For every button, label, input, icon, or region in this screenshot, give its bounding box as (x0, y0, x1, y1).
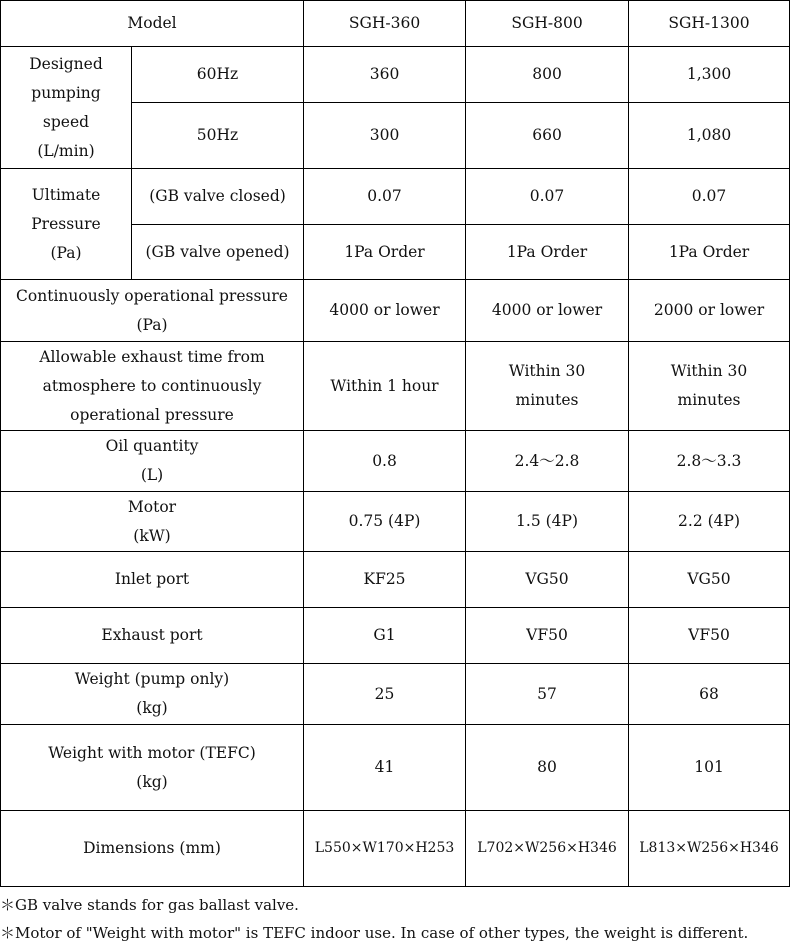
exhaust-time-sgh-800: Within 30 minutes (466, 342, 629, 431)
weight-pump-sgh-360: 25 (304, 664, 466, 725)
oil-quantity-row (1, 431, 790, 492)
weight-pump-sgh-800: 57 (466, 664, 629, 725)
model-sgh-1300: SGH-1300 (629, 1, 790, 47)
pumping-speed-50hz-label: 50Hz (132, 103, 304, 169)
header-row (1, 1, 790, 47)
motor-sgh-1300: 2.2 (4P) (629, 492, 790, 552)
dimensions-sgh-1300: L813×W256×H346 (629, 811, 790, 887)
weight-pump-row (1, 664, 790, 725)
operational-pressure-sgh-800: 4000 or lower (466, 280, 629, 342)
exhaust-time-row (1, 342, 790, 431)
exhaust-time-label: Allowable exhaust time from atmosphere to continuously operational pressure (1, 342, 304, 431)
pumping-speed-50hz-sgh-1300: 1,080 (629, 103, 790, 169)
ultimate-closed-sgh-800: 0.07 (466, 169, 629, 225)
gb-valve-closed-label: (GB valve closed) (132, 169, 304, 225)
exhaust-port-sgh-1300: VF50 (629, 608, 790, 664)
dimensions-sgh-800: L702×W256×H346 (466, 811, 629, 887)
pumping-speed-50hz-sgh-800: 660 (466, 103, 629, 169)
ultimate-pressure-label: Ultimate Pressure (Pa) (1, 169, 132, 280)
ultimate-opened-sgh-800: 1Pa Order (466, 225, 629, 280)
dimensions-label: Dimensions (mm) (1, 811, 304, 887)
ultimate-closed-sgh-1300: 0.07 (629, 169, 790, 225)
oil-quantity-sgh-1300: 2.8〜3.3 (629, 431, 790, 492)
inlet-port-row (1, 552, 790, 608)
ultimate-opened-sgh-360: 1Pa Order (304, 225, 466, 280)
footnote-gb-valve: ＊GB valve stands for gas ballast valve. (0, 896, 299, 914)
weight-motor-sgh-1300: 101 (629, 725, 790, 811)
inlet-port-sgh-360: KF25 (304, 552, 466, 608)
pumping-speed-60hz-row (1, 47, 790, 103)
weight-motor-sgh-800: 80 (466, 725, 629, 811)
model-sgh-360: SGH-360 (304, 1, 466, 47)
weight-motor-sgh-360: 41 (304, 725, 466, 811)
inlet-port-sgh-800: VG50 (466, 552, 629, 608)
motor-label: Motor (kW) (1, 492, 304, 552)
pumping-speed-60hz-sgh-1300: 1,300 (629, 47, 790, 103)
weight-motor-label: Weight with motor (TEFC) (kg) (1, 725, 304, 811)
model-sgh-800: SGH-800 (466, 1, 629, 47)
weight-pump-label: Weight (pump only) (kg) (1, 664, 304, 725)
operational-pressure-sgh-1300: 2000 or lower (629, 280, 790, 342)
exhaust-time-sgh-360: Within 1 hour (304, 342, 466, 431)
weight-motor-row (1, 725, 790, 811)
motor-row (1, 492, 790, 552)
footnote-motor-weight: ＊Motor of "Weight with motor" is TEFC indoor use. In case of other types, the weight is different. (0, 924, 749, 942)
footnotes (0, 891, 792, 947)
inlet-port-sgh-1300: VG50 (629, 552, 790, 608)
exhaust-port-row (1, 608, 790, 664)
operational-pressure-sgh-360: 4000 or lower (304, 280, 466, 342)
exhaust-port-sgh-800: VF50 (466, 608, 629, 664)
operational-pressure-row (1, 280, 790, 342)
ultimate-opened-sgh-1300: 1Pa Order (629, 225, 790, 280)
oil-quantity-sgh-800: 2.4〜2.8 (466, 431, 629, 492)
pumping-speed-50hz-sgh-360: 300 (304, 103, 466, 169)
pumping-speed-label: Designed pumping speed (L/min) (1, 47, 132, 169)
gb-valve-opened-label: (GB valve opened) (132, 225, 304, 280)
motor-sgh-800: 1.5 (4P) (466, 492, 629, 552)
dimensions-row (1, 811, 790, 887)
ultimate-closed-sgh-360: 0.07 (304, 169, 466, 225)
ultimate-pressure-closed-row (1, 169, 790, 225)
operational-pressure-label: Continuously operational pressure (Pa) (1, 280, 304, 342)
oil-quantity-label: Oil quantity (L) (1, 431, 304, 492)
model-header: Model (1, 1, 304, 47)
exhaust-time-sgh-1300: Within 30 minutes (629, 342, 790, 431)
pumping-speed-60hz-label: 60Hz (132, 47, 304, 103)
motor-sgh-360: 0.75 (4P) (304, 492, 466, 552)
inlet-port-label: Inlet port (1, 552, 304, 608)
exhaust-port-sgh-360: G1 (304, 608, 466, 664)
pumping-speed-60hz-sgh-360: 360 (304, 47, 466, 103)
oil-quantity-sgh-360: 0.8 (304, 431, 466, 492)
exhaust-port-label: Exhaust port (1, 608, 304, 664)
pumping-speed-60hz-sgh-800: 800 (466, 47, 629, 103)
dimensions-sgh-360: L550×W170×H253 (304, 811, 466, 887)
weight-pump-sgh-1300: 68 (629, 664, 790, 725)
